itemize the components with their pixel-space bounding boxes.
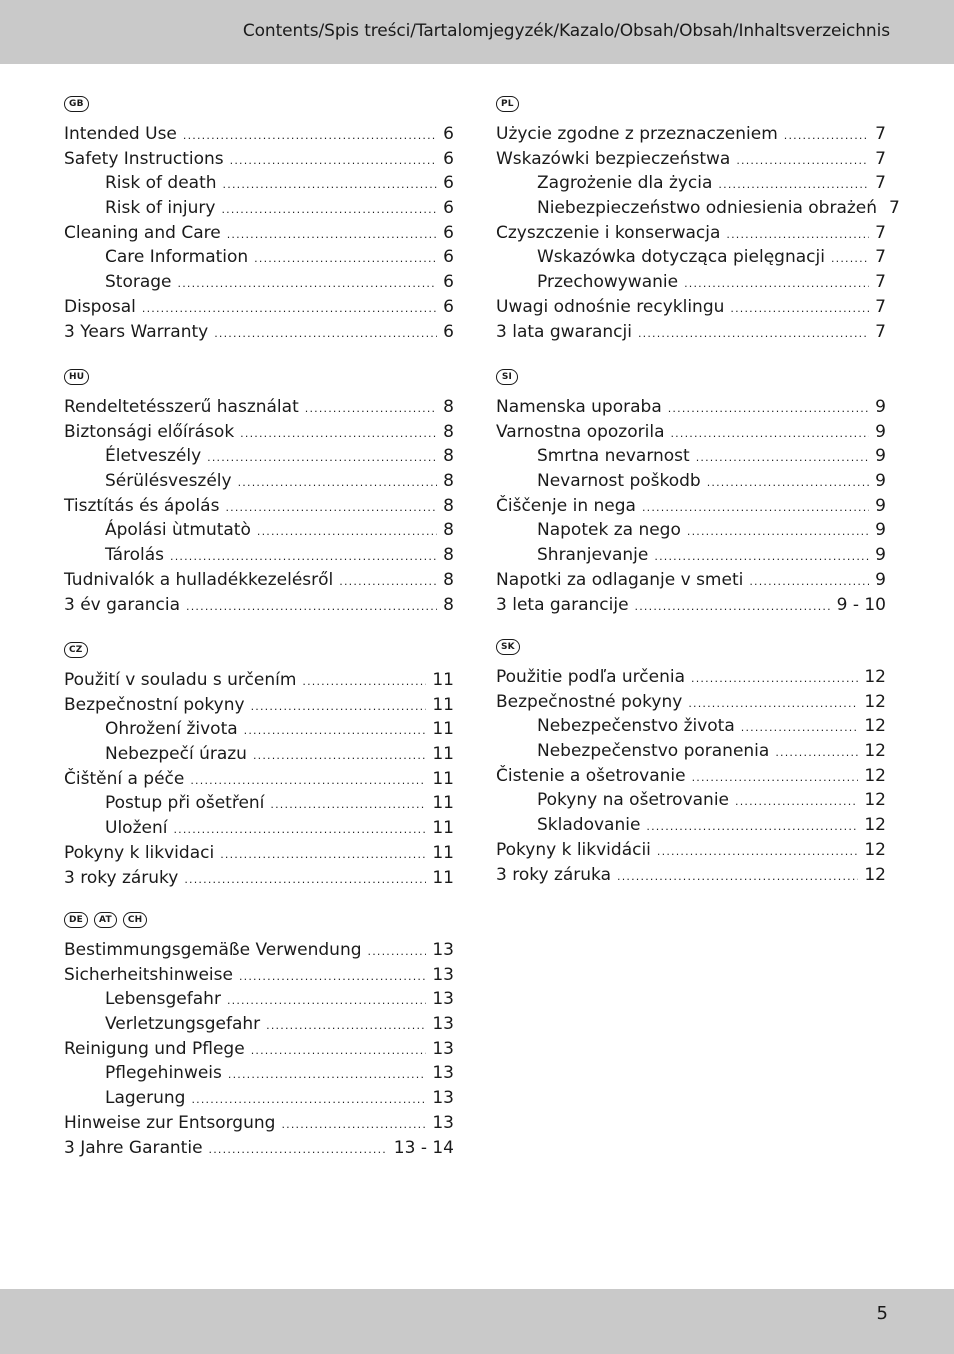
toc-entry (496, 593, 886, 618)
entry-label: Nebezpečenstvo poranenia (537, 741, 770, 762)
entry-page-number: 12 (864, 765, 886, 786)
toc-subentry (64, 444, 454, 469)
toc-subentry (496, 196, 900, 221)
entry-label: Risk of injury (105, 198, 216, 219)
toc-entry (64, 593, 454, 618)
entry-page-number: 7 (875, 296, 886, 317)
country-code-badge: GB (64, 96, 89, 112)
dot-leader (244, 719, 427, 744)
entry-label: 3 év garancia (64, 594, 181, 615)
entry-label: Użycie zgodne z przeznaczeniem (496, 124, 778, 144)
dot-leader (635, 595, 831, 620)
entry-label: Sérülésveszély (105, 471, 232, 492)
toc-entry (64, 963, 454, 988)
toc-entry (64, 494, 454, 519)
toc-entry (496, 665, 886, 690)
toc-entry (496, 295, 886, 320)
toc-entry (64, 147, 454, 172)
country-badges (64, 96, 454, 116)
dot-leader (691, 667, 858, 692)
entry-label: Namenska uporaba (496, 397, 662, 417)
page-number: 5 (876, 1303, 888, 1324)
dot-leader (654, 545, 869, 570)
dot-leader (688, 692, 858, 717)
toc-subentry (496, 444, 886, 469)
toc-subentry (64, 518, 454, 543)
dot-leader (220, 843, 426, 868)
dot-leader (726, 223, 869, 248)
dot-leader (178, 272, 438, 297)
toc-entry (496, 568, 886, 593)
dot-leader (638, 322, 869, 347)
entry-page-number: 6 (443, 148, 454, 169)
entry-page-number: 12 (864, 839, 886, 860)
toc-entry (64, 1136, 454, 1161)
toc-subentry (64, 171, 454, 196)
toc-section (64, 96, 454, 344)
toc-subentry (64, 196, 454, 221)
entry-page-number: 9 (875, 397, 886, 417)
dot-leader (170, 545, 437, 570)
entry-page-number: 13 - 14 (393, 1137, 454, 1158)
dot-leader (305, 397, 437, 422)
toc-subentry (496, 270, 886, 295)
entry-page-number: 11 (432, 842, 454, 863)
dot-leader (209, 1138, 388, 1163)
entry-label: Bezpečnostné pokyny (496, 691, 683, 712)
entry-page-number: 13 (432, 1088, 454, 1109)
toc-subentry (64, 245, 454, 270)
country-badges (64, 642, 454, 662)
entry-label: Bestimmungsgemäße Verwendung (64, 940, 362, 960)
toc-subentry (496, 714, 886, 739)
dot-leader (741, 716, 859, 741)
toc-entry (496, 320, 886, 345)
toc-entry (64, 1111, 454, 1136)
toc-subentry (64, 816, 454, 841)
dot-leader (214, 322, 437, 347)
entry-label: Reinigung und Pflege (64, 1038, 245, 1059)
entry-label: Tárolás (105, 545, 165, 566)
toc-entry (64, 767, 454, 792)
entry-label: Przechowywanie (537, 272, 679, 293)
country-code-badge: HU (64, 369, 89, 385)
entry-label: Wskazówki bezpieczeństwa (496, 148, 731, 169)
entry-label: Použitie podľa určenia (496, 667, 686, 687)
entry-label: Skladovanie (537, 815, 641, 836)
entry-page-number: 11 (432, 744, 454, 765)
entry-label: Biztonsági előírások (64, 421, 235, 442)
entry-page-number: 7 (875, 173, 886, 194)
entry-label: 3 leta garancije (496, 594, 629, 615)
entry-label: Ápolási ùtmutatò (105, 520, 251, 541)
country-code-badge: SK (496, 639, 520, 655)
entry-page-number: 7 (875, 321, 886, 342)
dot-leader (749, 570, 869, 595)
entry-label: Smrtna nevarnost (537, 446, 690, 467)
entry-page-number: 11 (432, 768, 454, 789)
entry-page-number: 12 (864, 667, 886, 687)
toc-subentry (64, 1012, 454, 1037)
entry-label: Intended Use (64, 124, 177, 144)
toc-entry (496, 122, 886, 147)
entry-label: 3 roky záruka (496, 864, 612, 885)
country-badges (496, 639, 886, 659)
toc-subentry (496, 469, 886, 494)
entry-page-number: 13 (432, 1038, 454, 1059)
dot-leader (186, 595, 437, 620)
toc-entry (64, 866, 454, 891)
dot-leader (707, 471, 869, 496)
toc-section (64, 642, 454, 890)
entry-page-number: 13 (432, 1014, 454, 1035)
dot-leader (692, 766, 859, 791)
entry-label: Pokyny na ošetrovanie (537, 790, 730, 811)
dot-leader (266, 1014, 426, 1039)
dot-leader (251, 695, 427, 720)
dot-leader (221, 198, 437, 223)
dot-leader (339, 570, 437, 595)
entry-label: Safety Instructions (64, 148, 224, 169)
toc-entry (64, 122, 454, 147)
country-badges (496, 96, 886, 116)
country-badges (64, 912, 454, 932)
toc-entry (64, 295, 454, 320)
entry-page-number: 7 (875, 222, 886, 243)
entry-label: Niebezpieczeństwo odniesienia obrażeń (537, 198, 878, 219)
entry-page-number: 7 (875, 247, 886, 268)
toc-entry (64, 668, 454, 693)
entry-page-number: 7 (889, 198, 900, 219)
toc-entry (64, 221, 454, 246)
entry-page-number: 8 (443, 495, 454, 516)
toc-entry (496, 764, 886, 789)
country-code-badge: DE (64, 912, 88, 928)
toc-entry (64, 938, 454, 963)
entry-page-number: 6 (443, 272, 454, 293)
toc-entry (496, 147, 886, 172)
toc-entry (496, 221, 886, 246)
entry-page-number: 13 (432, 964, 454, 985)
entry-page-number: 11 (432, 670, 454, 690)
toc-subentry (64, 791, 454, 816)
entry-label: Lagerung (105, 1088, 186, 1109)
dot-leader (240, 422, 437, 447)
toc-entry (496, 863, 886, 888)
dot-leader (736, 149, 869, 174)
entry-page-number: 7 (875, 148, 886, 169)
toc-subentry (64, 270, 454, 295)
entry-page-number: 8 (443, 594, 454, 615)
entry-label: Nevarnost poškodb (537, 471, 701, 492)
toc-subentry (496, 245, 886, 270)
dot-leader (368, 940, 427, 965)
entry-page-number: 8 (443, 520, 454, 541)
entry-label: 3 roky záruky (64, 867, 179, 888)
entry-label: Čiščenje in nega (496, 495, 636, 516)
entry-label: Napotek za nego (537, 520, 681, 541)
entry-page-number: 13 (432, 940, 454, 960)
entry-page-number: 8 (443, 421, 454, 442)
toc-section (64, 912, 454, 1160)
entry-page-number: 9 (875, 569, 886, 590)
entry-page-number: 6 (443, 247, 454, 268)
entry-label: Varnostna opozorila (496, 421, 665, 442)
entry-label: Cleaning and Care (64, 222, 221, 243)
entry-label: Čistenie a ošetrovanie (496, 765, 686, 786)
dot-leader (302, 670, 426, 695)
entry-label: Použití v souladu s určením (64, 670, 297, 690)
toc-entry (64, 395, 454, 420)
dot-leader (228, 1063, 426, 1088)
toc-subentry (496, 813, 886, 838)
entry-page-number: 7 (875, 272, 886, 293)
toc-subentry (64, 1086, 454, 1111)
dot-leader (191, 1088, 426, 1113)
page-title: Contents/Spis treści/Tartalomjegyzék/Kazalo/Obsah/Obsah/Inhaltsverzeichnis (242, 21, 890, 41)
entry-page-number: 12 (864, 815, 886, 836)
toc-entry (496, 420, 886, 445)
toc-entry (64, 420, 454, 445)
toc-subentry (496, 739, 886, 764)
country-code-badge: AT (94, 912, 117, 928)
entry-page-number: 9 - 10 (836, 594, 886, 615)
entry-label: Disposal (64, 296, 136, 317)
entry-page-number: 12 (864, 691, 886, 712)
entry-label: Care Information (105, 247, 249, 268)
entry-label: Pokyny k likvidácii (496, 839, 651, 860)
dot-leader (207, 446, 437, 471)
entry-label: Pokyny k likvidaci (64, 842, 215, 863)
country-code-badge: SI (496, 369, 518, 385)
entry-page-number: 11 (432, 793, 454, 814)
entry-page-number: 8 (443, 569, 454, 590)
dot-leader (617, 865, 858, 890)
entry-label: Ohrožení života (105, 719, 238, 740)
dot-leader (142, 297, 437, 322)
entry-page-number: 7 (875, 124, 886, 144)
entry-label: Hinweise zur Entsorgung (64, 1112, 276, 1133)
entry-label: Wskazówka dotycząca pielęgnacji (537, 247, 825, 268)
entry-label: Napotki za odlaganje v smeti (496, 569, 744, 590)
dot-leader (646, 815, 858, 840)
dot-leader (227, 989, 426, 1014)
entry-label: Čištění a péče (64, 768, 185, 789)
toc-subentry (64, 1061, 454, 1086)
dot-leader (230, 149, 438, 174)
toc-entry (496, 494, 886, 519)
dot-leader (668, 397, 869, 422)
entry-page-number: 12 (864, 716, 886, 737)
entry-page-number: 11 (432, 719, 454, 740)
entry-label: 3 Years Warranty (64, 321, 209, 342)
entry-label: Storage (105, 272, 172, 293)
dot-leader (670, 422, 869, 447)
entry-page-number: 8 (443, 545, 454, 566)
entry-page-number: 8 (443, 397, 454, 417)
entry-label: Postup při ošetření (105, 793, 265, 814)
entry-page-number: 12 (864, 864, 886, 885)
country-code-badge: CZ (64, 642, 88, 658)
entry-page-number: 9 (875, 495, 886, 516)
entry-page-number: 12 (864, 741, 886, 762)
entry-page-number: 9 (875, 545, 886, 566)
toc-subentry (496, 518, 886, 543)
entry-page-number: 9 (875, 471, 886, 492)
dot-leader (270, 793, 426, 818)
entry-page-number: 11 (432, 867, 454, 888)
entry-label: Lebensgefahr (105, 989, 221, 1010)
dot-leader (684, 272, 869, 297)
toc-entry (64, 568, 454, 593)
toc-entry (496, 838, 886, 863)
dot-leader (238, 471, 438, 496)
toc-subentry (64, 717, 454, 742)
entry-label: Életveszély (105, 446, 202, 467)
dot-leader (642, 496, 869, 521)
toc-subentry (496, 543, 886, 568)
toc-subentry (496, 171, 886, 196)
entry-label: Sicherheitshinweise (64, 964, 233, 985)
entry-page-number: 8 (443, 446, 454, 467)
entry-page-number: 6 (443, 296, 454, 317)
toc-entry (64, 320, 454, 345)
dot-leader (223, 173, 438, 198)
entry-label: Rendeltetésszerű használat (64, 397, 299, 417)
dot-leader (251, 1039, 427, 1064)
dot-leader (718, 173, 869, 198)
dot-leader (657, 840, 858, 865)
toc-entry (64, 841, 454, 866)
entry-page-number: 8 (443, 471, 454, 492)
toc-entry (496, 690, 886, 715)
entry-page-number: 6 (443, 173, 454, 194)
dot-leader (696, 446, 869, 471)
entry-label: Bezpečnostní pokyny (64, 694, 245, 715)
toc-entry (496, 395, 886, 420)
toc-subentry (64, 987, 454, 1012)
entry-page-number: 13 (432, 1063, 454, 1084)
entry-label: Risk of death (105, 173, 217, 194)
country-code-badge: PL (496, 96, 519, 112)
dot-leader (730, 297, 869, 322)
country-code-badge: CH (123, 912, 148, 928)
country-badges (496, 369, 886, 389)
dot-leader (253, 744, 426, 769)
toc-subentry (64, 543, 454, 568)
entry-label: Nebezpečenstvo života (537, 716, 735, 737)
entry-page-number: 6 (443, 321, 454, 342)
dot-leader (184, 868, 426, 893)
header-bar (0, 0, 954, 64)
dot-leader (239, 965, 426, 990)
entry-page-number: 12 (864, 790, 886, 811)
entry-label: Uložení (105, 818, 168, 839)
toc-section (64, 369, 454, 617)
dot-leader (831, 247, 869, 272)
entry-label: Uwagi odnośnie recyklingu (496, 296, 725, 317)
entry-page-number: 13 (432, 1112, 454, 1133)
dot-leader (687, 520, 869, 545)
entry-page-number: 9 (875, 421, 886, 442)
dot-leader (254, 247, 437, 272)
entry-page-number: 6 (443, 222, 454, 243)
dot-leader (281, 1113, 426, 1138)
toc-subentry (496, 788, 886, 813)
dot-leader (227, 223, 437, 248)
entry-label: Zagrożenie dla życia (537, 173, 713, 194)
dot-leader (173, 818, 426, 843)
dot-leader (784, 124, 869, 149)
toc-entry (64, 1037, 454, 1062)
entry-label: Tudnivalók a hulladékkezelésről (64, 569, 334, 590)
dot-leader (225, 496, 437, 521)
entry-label: 3 lata gwarancji (496, 321, 632, 342)
toc-section (496, 639, 886, 887)
toc-entry (64, 693, 454, 718)
entry-label: Pflegehinweis (105, 1063, 222, 1084)
entry-page-number: 13 (432, 989, 454, 1010)
footer-bar (0, 1289, 954, 1354)
toc-subentry (64, 469, 454, 494)
dot-leader (775, 741, 858, 766)
entry-page-number: 11 (432, 818, 454, 839)
dot-leader (735, 790, 858, 815)
entry-page-number: 6 (443, 124, 454, 144)
entry-label: 3 Jahre Garantie (64, 1137, 203, 1158)
entry-label: Czyszczenie i konserwacja (496, 222, 721, 243)
dot-leader (257, 520, 437, 545)
entry-page-number: 9 (875, 520, 886, 541)
entry-page-number: 6 (443, 198, 454, 219)
entry-label: Shranjevanje (537, 545, 649, 566)
country-badges (64, 369, 454, 389)
dot-leader (183, 124, 437, 149)
entry-label: Tisztítás és ápolás (64, 495, 220, 516)
entry-page-number: 11 (432, 694, 454, 715)
dot-leader (190, 769, 426, 794)
entry-label: Nebezpečí úrazu (105, 744, 247, 765)
toc-section (496, 96, 900, 344)
toc-section (496, 369, 886, 617)
toc-subentry (64, 742, 454, 767)
entry-page-number: 9 (875, 446, 886, 467)
entry-label: Verletzungsgefahr (105, 1014, 261, 1035)
